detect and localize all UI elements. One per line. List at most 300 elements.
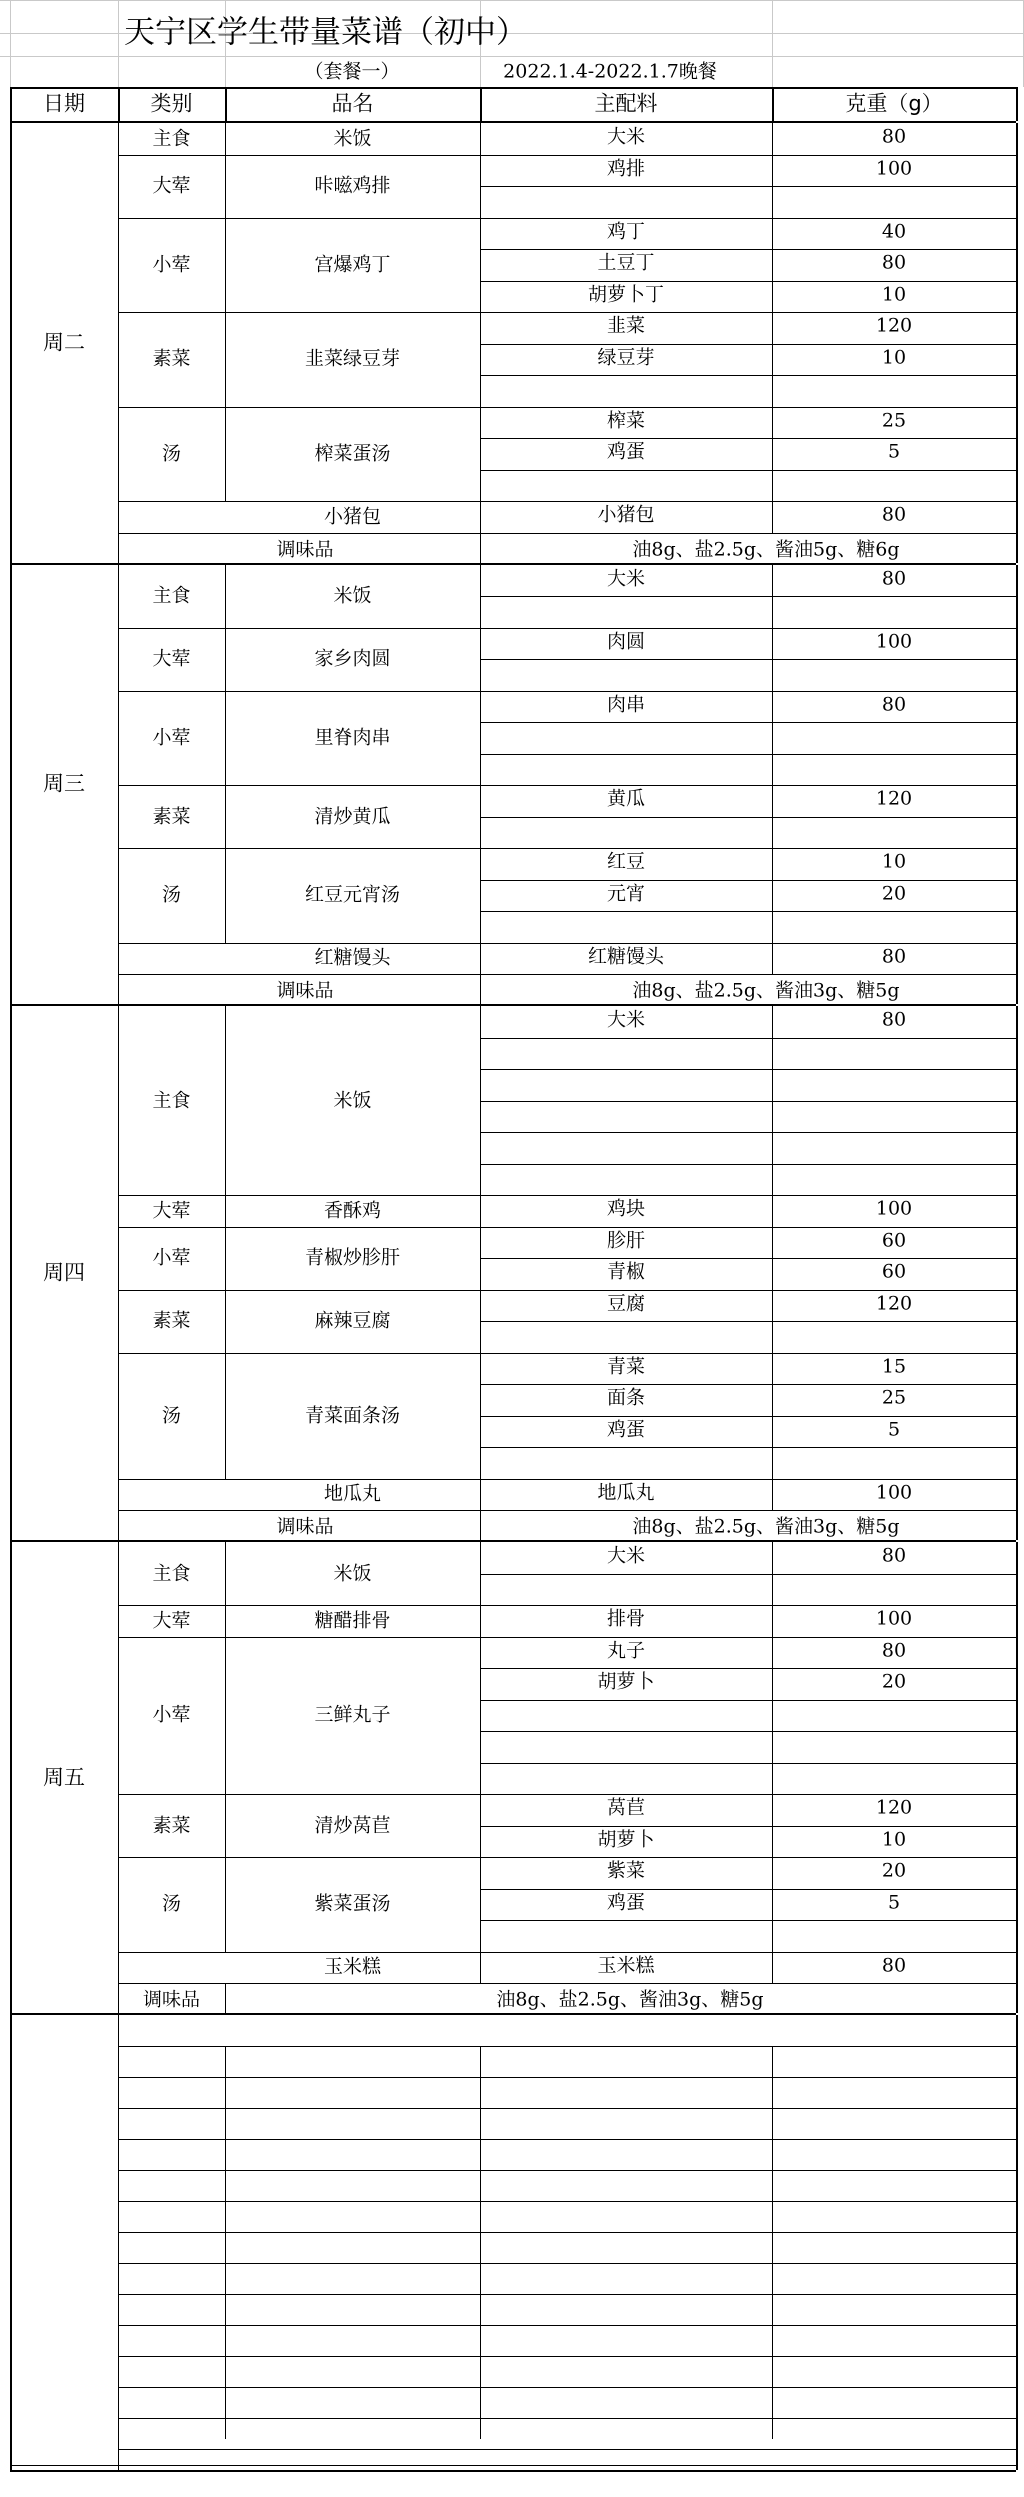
right-border bbox=[1016, 565, 1018, 1005]
column-border bbox=[225, 1983, 226, 2013]
ingredient-cell: 肉串 bbox=[606, 693, 646, 715]
dish-name-cell: 米饭 bbox=[333, 127, 372, 150]
column-border bbox=[118, 628, 119, 691]
ingredient-cell: 肉圆 bbox=[606, 630, 646, 652]
date-column-border bbox=[10, 2015, 12, 2470]
seasoning-label: 调味品 bbox=[276, 1515, 334, 1538]
dish-name-cell: 韭菜绿豆芽 bbox=[304, 347, 401, 370]
column-border bbox=[118, 1195, 119, 1227]
category-cell: 汤 bbox=[161, 1892, 182, 1915]
item-border bbox=[118, 848, 1016, 849]
subrow-line bbox=[480, 438, 1016, 439]
ingredient-cell: 丸子 bbox=[606, 1639, 646, 1661]
header-column-border bbox=[225, 87, 227, 121]
empty-row-line bbox=[118, 2046, 1016, 2047]
category-cell: 素菜 bbox=[152, 1309, 191, 1332]
day-border bbox=[10, 2013, 1016, 2015]
table-bottom-border bbox=[10, 2470, 1016, 2472]
column-border bbox=[118, 501, 119, 533]
date-column-border bbox=[10, 565, 12, 1005]
subrow-line bbox=[480, 1069, 1016, 1070]
empty-row-line bbox=[118, 2449, 1016, 2450]
column-border bbox=[118, 155, 119, 218]
ingredient-cell: 韭菜 bbox=[606, 314, 646, 337]
category-cell: 大荤 bbox=[152, 1609, 191, 1632]
item-border bbox=[118, 1353, 1016, 1354]
item-border bbox=[118, 501, 1016, 502]
subrow-line bbox=[480, 1321, 1016, 1322]
column-border bbox=[480, 1227, 481, 1290]
ingredient-cell: 胡萝卜 bbox=[597, 1828, 655, 1850]
item-border bbox=[118, 1290, 1016, 1291]
column-border bbox=[480, 533, 481, 563]
subrow-line bbox=[480, 880, 1016, 881]
column-border bbox=[772, 1290, 773, 1353]
ingredient-cell: 鸡蛋 bbox=[606, 1891, 646, 1913]
column-border bbox=[118, 312, 119, 407]
column-border bbox=[118, 533, 119, 563]
column-border bbox=[118, 1542, 119, 1605]
grid-line bbox=[772, 0, 773, 87]
item-border bbox=[118, 1857, 1016, 1858]
column-border bbox=[772, 1195, 773, 1227]
subrow-line bbox=[480, 344, 1016, 345]
right-border bbox=[1016, 1006, 1018, 1540]
weight-cell: 10 bbox=[881, 1828, 907, 1850]
category-cell: 小荤 bbox=[152, 253, 191, 276]
subrow-line bbox=[480, 659, 1016, 660]
dish-name-cell: 小猪包 bbox=[323, 505, 382, 528]
column-border bbox=[772, 785, 773, 848]
column-border bbox=[480, 1353, 481, 1479]
subrow-line bbox=[480, 1164, 1016, 1165]
weight-cell: 80 bbox=[881, 693, 907, 715]
empty-row-line bbox=[10, 2465, 1016, 2466]
category-cell: 主食 bbox=[152, 1089, 191, 1111]
ingredient-cell: 青菜 bbox=[606, 1355, 646, 1377]
column-border bbox=[225, 1290, 226, 1353]
ingredient-cell: 鸡排 bbox=[606, 157, 646, 179]
item-border bbox=[118, 1605, 1016, 1606]
dish-name-cell: 玉米糕 bbox=[323, 1955, 382, 1978]
column-border bbox=[225, 848, 226, 943]
subrow-line bbox=[480, 375, 1016, 376]
dish-name-cell: 红糖馒头 bbox=[314, 946, 391, 969]
column-border bbox=[480, 218, 481, 313]
right-border bbox=[1016, 123, 1018, 563]
weight-cell: 100 bbox=[875, 630, 913, 652]
column-border bbox=[118, 1857, 119, 1952]
category-cell: 小荤 bbox=[152, 1246, 191, 1269]
column-border bbox=[225, 1857, 226, 1952]
column-border bbox=[118, 2015, 119, 2470]
column-border bbox=[772, 1227, 773, 1290]
column-border bbox=[118, 1353, 119, 1479]
column-border bbox=[480, 565, 481, 628]
seasoning-label: 调味品 bbox=[276, 979, 334, 1002]
weight-cell: 80 bbox=[881, 503, 907, 526]
column-border bbox=[118, 407, 119, 502]
subrow-line bbox=[480, 186, 1016, 187]
header-column-border bbox=[772, 87, 774, 121]
column-border bbox=[118, 974, 119, 1004]
item-border bbox=[118, 1510, 1016, 1511]
ingredient-cell: 面条 bbox=[606, 1386, 646, 1409]
column-border bbox=[480, 2046, 481, 2439]
grid-line bbox=[0, 56, 1024, 57]
dish-name-cell: 紫菜蛋汤 bbox=[314, 1892, 391, 1915]
weight-cell: 20 bbox=[881, 882, 907, 904]
column-border bbox=[225, 565, 226, 628]
seasoning-values: 油8g、盐2.5g、酱油3g、糖5g bbox=[496, 1988, 764, 2011]
weight-cell: 40 bbox=[881, 220, 907, 242]
category-cell: 主食 bbox=[152, 584, 191, 607]
weight-cell: 100 bbox=[875, 157, 913, 179]
column-border bbox=[118, 785, 119, 848]
column-border bbox=[118, 1479, 119, 1511]
column-border bbox=[225, 312, 226, 407]
dish-name-cell: 米饭 bbox=[333, 584, 372, 607]
column-border bbox=[772, 407, 773, 502]
column-border bbox=[772, 1479, 773, 1511]
column-border bbox=[772, 218, 773, 313]
subrow-line bbox=[480, 249, 1016, 250]
ingredient-cell: 鸡蛋 bbox=[606, 440, 646, 463]
column-border bbox=[480, 407, 481, 502]
empty-row-line bbox=[118, 2201, 1016, 2202]
weight-cell: 25 bbox=[881, 1386, 907, 1409]
subrow-line bbox=[480, 911, 1016, 912]
ingredient-cell: 大米 bbox=[606, 567, 646, 589]
weight-cell: 80 bbox=[881, 1008, 907, 1031]
header-bottom-border bbox=[10, 121, 1016, 123]
column-border bbox=[118, 1227, 119, 1290]
weight-cell: 100 bbox=[875, 1481, 913, 1503]
weight-cell: 100 bbox=[875, 1607, 913, 1630]
weight-cell: 15 bbox=[881, 1355, 907, 1377]
subrow-line bbox=[480, 754, 1016, 755]
weight-cell: 120 bbox=[875, 314, 913, 337]
subrow-line bbox=[480, 817, 1016, 818]
column-border bbox=[480, 1637, 481, 1795]
category-cell: 汤 bbox=[161, 442, 182, 465]
seasoning-values: 油8g、盐2.5g、酱油5g、糖6g bbox=[632, 538, 900, 560]
item-border bbox=[118, 785, 1016, 786]
weight-cell: 80 bbox=[881, 125, 907, 148]
subrow-line bbox=[480, 1416, 1016, 1417]
empty-row-line bbox=[118, 2108, 1016, 2109]
column-border bbox=[480, 1542, 481, 1605]
column-border bbox=[225, 691, 226, 786]
column-border bbox=[225, 1353, 226, 1479]
column-border bbox=[480, 943, 481, 975]
subrow-line bbox=[480, 1700, 1016, 1701]
right-border bbox=[1016, 1542, 1018, 2013]
column-border bbox=[225, 155, 226, 218]
weight-cell: 5 bbox=[887, 1418, 901, 1440]
dish-name-cell: 红豆元宵汤 bbox=[304, 883, 401, 906]
column-border bbox=[225, 407, 226, 502]
column-border bbox=[772, 1542, 773, 1605]
column-border bbox=[772, 943, 773, 975]
column-border bbox=[225, 785, 226, 848]
category-cell: 素菜 bbox=[152, 1814, 191, 1836]
column-border bbox=[480, 785, 481, 848]
ingredient-cell: 鸡丁 bbox=[606, 220, 646, 242]
column-border bbox=[118, 943, 119, 975]
header-dish: 品名 bbox=[331, 91, 374, 116]
column-border bbox=[480, 1479, 481, 1511]
column-border bbox=[480, 1195, 481, 1227]
column-border bbox=[480, 1006, 481, 1195]
dish-name-cell: 青椒炒胗肝 bbox=[304, 1246, 401, 1269]
subrow-line bbox=[480, 596, 1016, 597]
weight-cell: 20 bbox=[881, 1859, 907, 1882]
column-border bbox=[118, 1510, 119, 1540]
weight-cell: 80 bbox=[881, 1544, 907, 1567]
subrow-line bbox=[480, 1258, 1016, 1259]
ingredient-cell: 土豆丁 bbox=[597, 251, 655, 274]
weight-cell: 120 bbox=[875, 787, 913, 810]
ingredient-cell: 大米 bbox=[606, 1008, 646, 1031]
item-border bbox=[118, 1983, 1016, 1984]
category-cell: 汤 bbox=[161, 883, 182, 906]
item-border bbox=[118, 1195, 1016, 1196]
empty-row-line bbox=[118, 2418, 1016, 2419]
subrow-line bbox=[480, 1132, 1016, 1133]
column-border bbox=[772, 123, 773, 155]
ingredient-cell: 榨菜 bbox=[606, 409, 646, 431]
item-border bbox=[118, 218, 1016, 219]
item-border bbox=[118, 1637, 1016, 1638]
column-border bbox=[772, 848, 773, 943]
seasoning-values: 油8g、盐2.5g、酱油3g、糖5g bbox=[632, 1515, 900, 1538]
date-column-border bbox=[10, 123, 12, 563]
column-border bbox=[225, 218, 226, 313]
subrow-line bbox=[480, 1763, 1016, 1764]
column-border bbox=[118, 565, 119, 628]
dish-name-cell: 家乡肉圆 bbox=[314, 647, 391, 670]
day-border bbox=[10, 563, 1016, 565]
ingredient-cell: 黄瓜 bbox=[606, 787, 646, 810]
weight-cell: 120 bbox=[875, 1292, 913, 1314]
weight-cell: 10 bbox=[881, 850, 907, 873]
day-label: 周三 bbox=[43, 771, 85, 796]
column-border bbox=[480, 1510, 481, 1540]
column-border bbox=[118, 123, 119, 155]
column-border bbox=[480, 501, 481, 533]
column-border bbox=[118, 1006, 119, 1195]
column-border bbox=[480, 1952, 481, 1984]
column-border bbox=[225, 1195, 226, 1227]
weight-cell: 100 bbox=[875, 1197, 913, 1220]
right-border bbox=[1016, 2015, 1018, 2470]
column-border bbox=[118, 1983, 119, 2013]
column-border bbox=[225, 2046, 226, 2439]
day-border bbox=[10, 1004, 1016, 1006]
seasoning-label: 调味品 bbox=[142, 1988, 201, 2011]
empty-row-line bbox=[118, 2294, 1016, 2295]
header-category: 类别 bbox=[150, 91, 193, 116]
dish-name-cell: 清炒黄瓜 bbox=[314, 805, 391, 827]
grid-line bbox=[10, 0, 11, 87]
weight-cell: 10 bbox=[881, 283, 907, 305]
column-border bbox=[225, 1637, 226, 1795]
column-border bbox=[118, 691, 119, 786]
subrow-line bbox=[480, 1384, 1016, 1385]
column-border bbox=[118, 1605, 119, 1637]
ingredient-cell: 元宵 bbox=[606, 882, 646, 904]
date-range: 2022.1.4-2022.1.7晚餐 bbox=[503, 60, 717, 83]
header-column-border bbox=[480, 87, 482, 121]
column-border bbox=[480, 1857, 481, 1952]
seasoning-label: 调味品 bbox=[276, 538, 334, 560]
column-border bbox=[772, 1605, 773, 1637]
weight-cell: 80 bbox=[881, 567, 907, 589]
column-border bbox=[118, 848, 119, 943]
column-border bbox=[225, 1227, 226, 1290]
column-border bbox=[118, 218, 119, 313]
column-border bbox=[480, 1794, 481, 1857]
item-border bbox=[118, 312, 1016, 313]
item-border bbox=[118, 1227, 1016, 1228]
column-border bbox=[225, 1542, 226, 1605]
column-border bbox=[772, 2046, 773, 2439]
day-label: 周二 bbox=[43, 330, 85, 355]
weight-cell: 20 bbox=[881, 1670, 907, 1693]
column-border bbox=[225, 1006, 226, 1195]
weight-cell: 80 bbox=[881, 1954, 907, 1976]
dish-name-cell: 香酥鸡 bbox=[323, 1199, 382, 1222]
header-column-border bbox=[1016, 87, 1018, 121]
column-border bbox=[118, 1290, 119, 1353]
sheet-title: 天宁区学生带量菜谱（初中） bbox=[124, 14, 527, 51]
category-cell: 小荤 bbox=[152, 1703, 191, 1726]
ingredient-cell: 鸡蛋 bbox=[606, 1418, 646, 1440]
ingredient-cell: 小猪包 bbox=[597, 503, 655, 526]
column-border bbox=[772, 501, 773, 533]
subrow-line bbox=[480, 1668, 1016, 1669]
category-cell: 素菜 bbox=[152, 805, 191, 827]
column-border bbox=[772, 628, 773, 691]
empty-row-line bbox=[118, 2356, 1016, 2357]
weight-cell: 80 bbox=[881, 945, 907, 967]
ingredient-cell: 豆腐 bbox=[606, 1292, 646, 1314]
item-border bbox=[118, 628, 1016, 629]
column-border bbox=[225, 123, 226, 155]
header-column-border bbox=[10, 87, 12, 121]
column-border bbox=[480, 691, 481, 786]
column-border bbox=[480, 123, 481, 155]
item-border bbox=[118, 533, 1016, 534]
item-border bbox=[118, 407, 1016, 408]
subrow-line bbox=[480, 722, 1016, 723]
category-cell: 汤 bbox=[161, 1404, 182, 1426]
ingredient-cell: 莴苣 bbox=[606, 1796, 646, 1819]
empty-row-line bbox=[118, 2232, 1016, 2233]
empty-row-line bbox=[118, 2263, 1016, 2264]
dish-name-cell: 米饭 bbox=[333, 1562, 372, 1584]
column-border bbox=[480, 155, 481, 218]
weight-cell: 60 bbox=[881, 1229, 907, 1251]
column-border bbox=[772, 1952, 773, 1984]
weight-cell: 10 bbox=[881, 346, 907, 368]
ingredient-cell: 大米 bbox=[606, 1544, 646, 1567]
subrow-line bbox=[480, 1920, 1016, 1921]
item-border bbox=[118, 691, 1016, 692]
ingredient-cell: 红豆 bbox=[606, 850, 646, 873]
subrow-line bbox=[480, 1731, 1016, 1732]
ingredient-cell: 红糖馒头 bbox=[587, 945, 665, 967]
ingredient-cell: 大米 bbox=[606, 125, 646, 148]
subrow-line bbox=[480, 1447, 1016, 1448]
ingredient-cell: 胡萝卜 bbox=[597, 1670, 655, 1693]
category-cell: 大荤 bbox=[152, 647, 191, 670]
day-label: 周五 bbox=[43, 1765, 85, 1789]
column-border bbox=[480, 628, 481, 691]
dish-name-cell: 咔嗞鸡排 bbox=[314, 174, 391, 197]
item-border bbox=[118, 974, 1016, 975]
header-top-border bbox=[10, 87, 1016, 89]
ingredient-cell: 胗肝 bbox=[606, 1229, 646, 1251]
column-border bbox=[772, 691, 773, 786]
column-border bbox=[225, 1605, 226, 1637]
category-cell: 主食 bbox=[152, 127, 191, 150]
ingredient-cell: 排骨 bbox=[606, 1607, 646, 1630]
grid-line bbox=[0, 0, 1024, 1]
date-column-border bbox=[10, 1542, 12, 2013]
subrow-line bbox=[480, 1038, 1016, 1039]
column-border bbox=[225, 628, 226, 691]
ingredient-cell: 鸡块 bbox=[606, 1197, 646, 1220]
dish-name-cell: 糖醋排骨 bbox=[314, 1609, 391, 1632]
day-border bbox=[10, 1540, 1016, 1542]
column-border bbox=[480, 312, 481, 407]
weight-cell: 25 bbox=[881, 409, 907, 431]
set-label: （套餐一） bbox=[304, 60, 400, 83]
header-column-border bbox=[118, 87, 120, 121]
ingredient-cell: 地瓜丸 bbox=[597, 1481, 655, 1503]
column-border bbox=[480, 1605, 481, 1637]
dish-name-cell: 宫爆鸡丁 bbox=[314, 253, 391, 276]
ingredient-cell: 胡萝卜丁 bbox=[587, 283, 665, 305]
weight-cell: 80 bbox=[881, 251, 907, 274]
item-border bbox=[118, 1952, 1016, 1953]
dish-name-cell: 麻辣豆腐 bbox=[314, 1309, 391, 1332]
subrow-line bbox=[480, 1574, 1016, 1575]
weight-cell: 120 bbox=[875, 1796, 913, 1819]
seasoning-values: 油8g、盐2.5g、酱油3g、糖5g bbox=[632, 979, 900, 1002]
dish-name-cell: 榨菜蛋汤 bbox=[314, 442, 391, 465]
ingredient-cell: 紫菜 bbox=[606, 1859, 646, 1882]
date-column-border bbox=[10, 1006, 12, 1540]
column-border bbox=[772, 1353, 773, 1479]
grid-line bbox=[118, 0, 119, 87]
empty-row-line bbox=[118, 2077, 1016, 2078]
column-border bbox=[225, 1794, 226, 1857]
subrow-line bbox=[480, 470, 1016, 471]
column-border bbox=[772, 1857, 773, 1952]
weight-cell: 60 bbox=[881, 1260, 907, 1283]
subrow-line bbox=[480, 1889, 1016, 1890]
empty-row-line bbox=[118, 2170, 1016, 2171]
empty-row-line bbox=[118, 2139, 1016, 2140]
ingredient-cell: 青椒 bbox=[606, 1260, 646, 1283]
column-border bbox=[772, 565, 773, 628]
category-cell: 小荤 bbox=[152, 726, 191, 749]
column-border bbox=[772, 155, 773, 218]
dish-name-cell: 青菜面条汤 bbox=[304, 1404, 401, 1426]
